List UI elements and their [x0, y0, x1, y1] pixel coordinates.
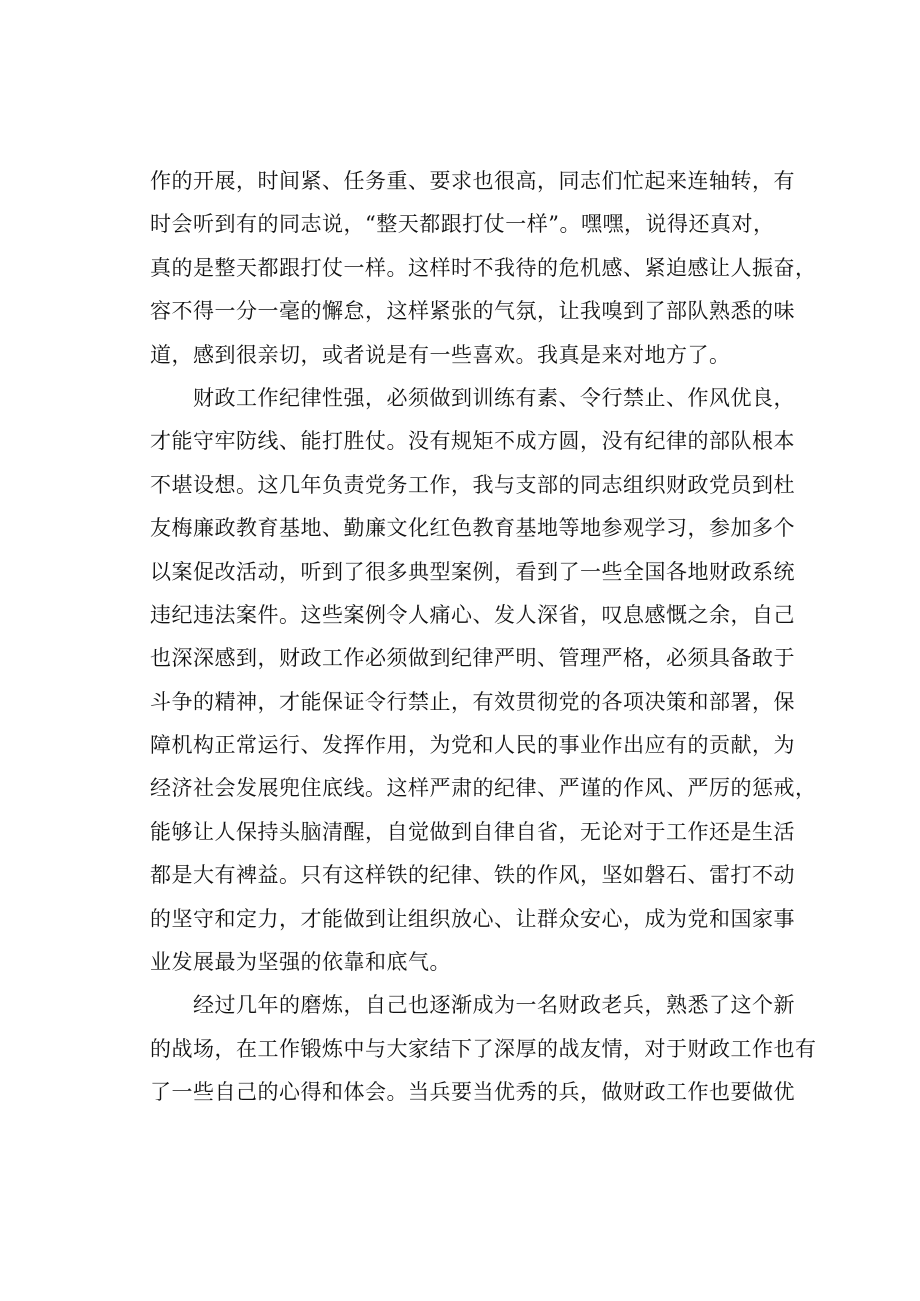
- text-line: 都是大有裨益。只有这样铁的纪律、铁的作风，坚如磐石、雷打不动: [150, 863, 795, 888]
- text-line: 友梅廉政教育基地、勤廉文化红色教育基地等地参观学习，参加多个: [150, 516, 795, 541]
- paragraph-2: [150, 377, 817, 984]
- text-line: 作的开展，时间紧、任务重、要求也很高，同志们忙起来连轴转，有: [150, 169, 795, 193]
- text-line: 不堪设想。这几年负责党务工作，我与支部的同志组织财政党员到杜: [150, 472, 795, 497]
- paragraph-1: [150, 160, 817, 377]
- text-line: 真的是整天都跟打仗一样。这样时不我待的危机感、紧迫感让人振奋，: [150, 255, 817, 280]
- text-line: 以案促改活动，听到了很多典型案例，看到了一些全国各地财政系统: [150, 559, 795, 584]
- text-line: 时会听到有的同志说，“整天都跟打仗一样”。嘿嘿，说得还真对，: [150, 212, 775, 237]
- text-line: 了一些自己的心得和体会。当兵要当优秀的兵，做财政工作也要做优: [150, 1080, 795, 1105]
- text-line: 业发展最为坚强的依靠和底气。: [150, 950, 451, 975]
- text-line: 能够让人保持头脑清醒，自觉做到自律自省，无论对于工作还是生活: [150, 819, 795, 844]
- paragraph-3: [150, 984, 817, 1114]
- text-line: 也深深感到，财政工作必须做到纪律严明、管理严格，必须具备敢于: [150, 646, 795, 671]
- text-line: 障机构正常运行、发挥作用，为党和人民的事业作出应有的贡献，为: [150, 733, 795, 758]
- text-line: 财政工作纪律性强，必须做到训练有素、令行禁止、作风优良，: [150, 385, 795, 410]
- text-line: 容不得一分一毫的懈怠，这样紧张的气氛，让我嗅到了部队熟悉的味: [150, 299, 795, 324]
- body-text: [150, 160, 817, 1115]
- text-line: 道，感到很亲切，或者说是有一些喜欢。我真是来对地方了。: [150, 342, 731, 367]
- text-line: 斗争的精神，才能保证令行禁止，有效贯彻党的各项决策和部署，保: [150, 689, 795, 714]
- text-line: 经济社会发展兜住底线。这样严肃的纪律、严谨的作风、严厉的惩戒，: [150, 776, 817, 801]
- text-line: 违纪违法案件。这些案例令人痛心、发人深省，叹息感慨之余，自己: [150, 602, 795, 627]
- text-line: 的坚守和定力，才能做到让组织放心、让群众安心，成为党和国家事: [150, 906, 795, 931]
- text-line: 才能守牢防线、能打胜仗。没有规矩不成方圆，没有纪律的部队根本: [150, 429, 795, 454]
- text-line: 经过几年的磨炼，自己也逐渐成为一名财政老兵，熟悉了这个新: [150, 993, 795, 1018]
- text-line: 的战场，在工作锻炼中与大家结下了深厚的战友情，对于财政工作也有: [150, 1036, 817, 1061]
